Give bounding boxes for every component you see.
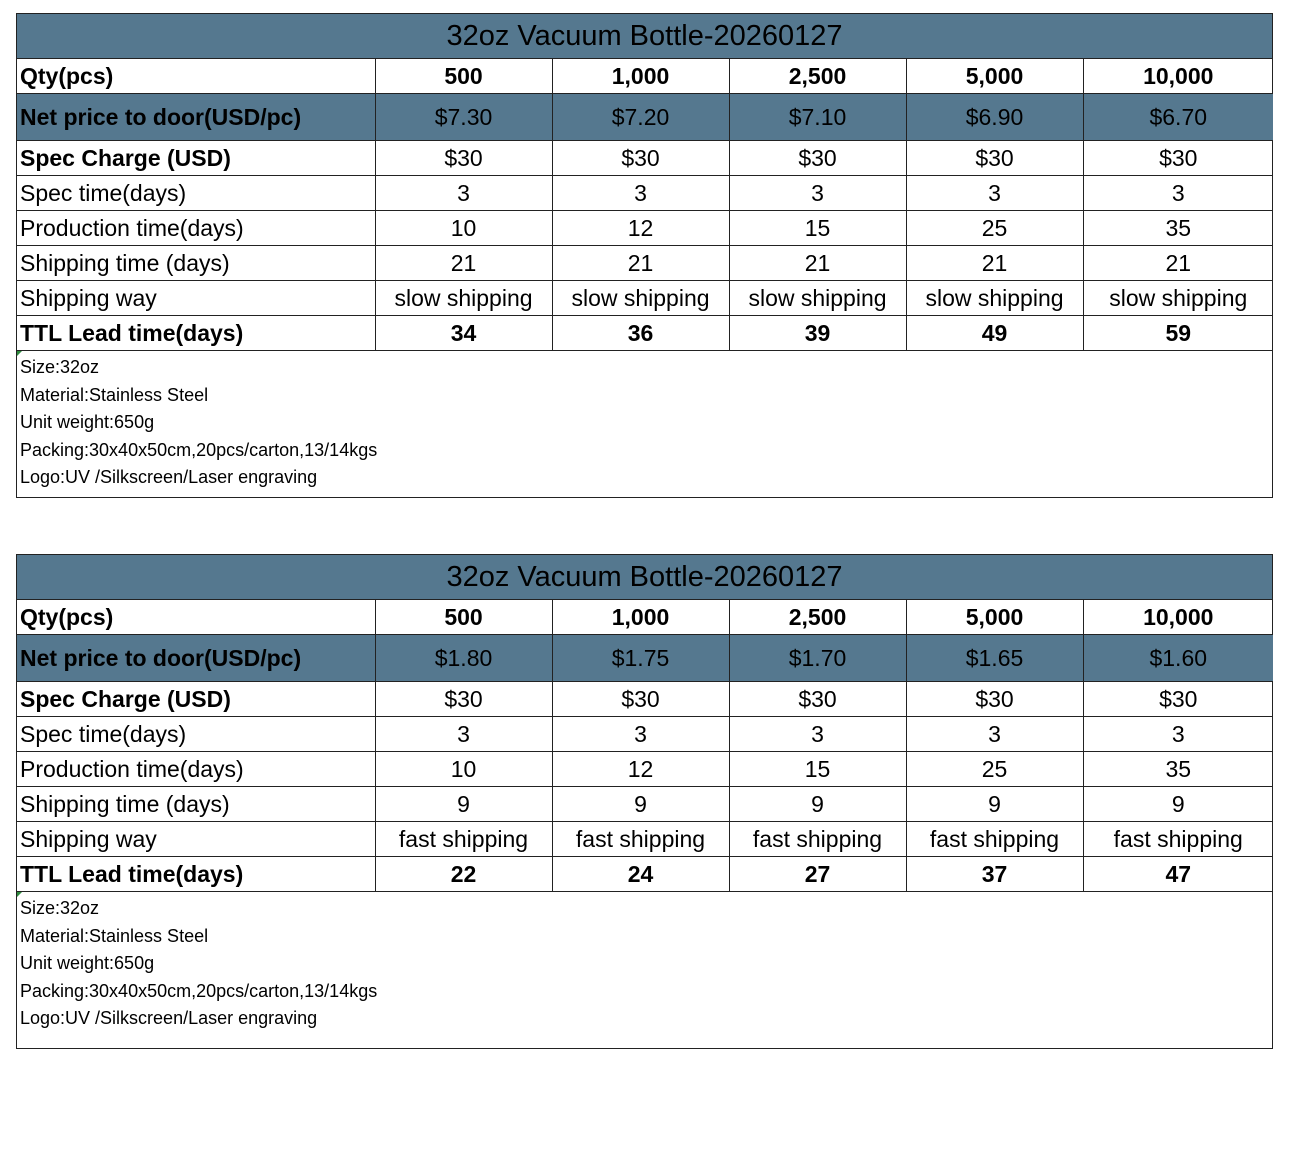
shipping-time-cell[interactable]: 21 (906, 246, 1083, 281)
net-price-row (17, 94, 1273, 141)
shipping-way-cell[interactable]: slow shipping (906, 281, 1083, 316)
net-price-cell[interactable]: $1.70 (729, 635, 906, 682)
spec-charge-cell[interactable]: $30 (1083, 682, 1273, 717)
spec-time-cell[interactable]: 3 (906, 176, 1083, 211)
price-table (17, 59, 1273, 351)
production-time-cell[interactable]: 35 (1083, 752, 1273, 787)
qty-label-cell[interactable]: Qty(pcs) (17, 59, 375, 94)
production-time-cell[interactable]: 10 (375, 752, 552, 787)
ttl-lead-time-cell[interactable]: 27 (729, 857, 906, 892)
net-price-cell[interactable]: $7.30 (375, 94, 552, 141)
qty-row (17, 600, 1273, 635)
ttl-lead-time-row (17, 857, 1273, 892)
production-time-label-cell[interactable]: Production time(days) (17, 752, 375, 787)
quote-sheet (16, 554, 1273, 1049)
note-material: Material:Stainless Steel (20, 384, 209, 405)
net-price-cell[interactable]: $1.60 (1083, 635, 1273, 682)
spec-charge-cell[interactable]: $30 (552, 141, 729, 176)
qty-cell[interactable]: 1,000 (552, 600, 729, 635)
shipping-time-row (17, 246, 1273, 281)
qty-cell[interactable]: 2,500 (729, 59, 906, 94)
shipping-time-cell[interactable]: 9 (729, 787, 906, 822)
spec-charge-row (17, 682, 1273, 717)
net-price-cell[interactable]: $7.20 (552, 94, 729, 141)
note-logo: Logo:UV /Silkscreen/Laser engraving (20, 1008, 318, 1029)
qty-cell[interactable]: 10,000 (1083, 600, 1273, 635)
spec-charge-cell[interactable]: $30 (552, 682, 729, 717)
note-unit-weight: Unit weight:650g (20, 953, 155, 974)
shipping-time-row (17, 787, 1273, 822)
sheet-title: 32oz Vacuum Bottle-20260127 (17, 14, 1272, 59)
qty-label-cell[interactable]: Qty(pcs) (17, 600, 375, 635)
shipping-time-cell[interactable]: 21 (375, 246, 552, 281)
shipping-way-cell[interactable]: slow shipping (375, 281, 552, 316)
ttl-lead-time-cell[interactable]: 24 (552, 857, 729, 892)
net-price-cell[interactable]: $1.80 (375, 635, 552, 682)
ttl-lead-time-row (17, 316, 1273, 351)
shipping-way-label-cell[interactable]: Shipping way (17, 822, 375, 857)
spec-charge-cell[interactable]: $30 (375, 141, 552, 176)
ttl-lead-time-cell[interactable]: 59 (1083, 316, 1273, 351)
shipping-time-cell[interactable]: 21 (552, 246, 729, 281)
qty-row (17, 59, 1273, 94)
net-price-cell[interactable]: $6.70 (1083, 94, 1273, 141)
ttl-lead-time-label-cell[interactable]: TTL Lead time(days) (17, 316, 375, 351)
production-time-cell[interactable]: 10 (375, 211, 552, 246)
shipping-time-cell[interactable]: 9 (1083, 787, 1273, 822)
production-time-cell[interactable]: 25 (906, 752, 1083, 787)
qty-cell[interactable]: 2,500 (729, 600, 906, 635)
ttl-lead-time-cell[interactable]: 37 (906, 857, 1083, 892)
spec-charge-label-cell[interactable]: Spec Charge (USD) (17, 141, 375, 176)
shipping-time-cell[interactable]: 21 (729, 246, 906, 281)
production-time-row (17, 752, 1273, 787)
spec-time-row (17, 717, 1273, 752)
note-size: Size:32oz (20, 357, 100, 377)
production-time-cell[interactable]: 12 (552, 752, 729, 787)
shipping-way-cell[interactable]: slow shipping (552, 281, 729, 316)
net-price-label-cell[interactable]: Net price to door(USD/pc) (17, 635, 375, 682)
net-price-cell[interactable]: $6.90 (906, 94, 1083, 141)
net-price-cell[interactable]: $1.75 (552, 635, 729, 682)
note-unit-weight: Unit weight:650g (20, 412, 155, 433)
net-price-row (17, 635, 1273, 682)
spec-charge-cell[interactable]: $30 (906, 141, 1083, 176)
production-time-row (17, 211, 1273, 246)
spec-time-label-cell[interactable]: Spec time(days) (17, 176, 375, 211)
spec-time-cell[interactable]: 3 (375, 176, 552, 211)
net-price-label-cell[interactable]: Net price to door(USD/pc) (17, 94, 375, 141)
net-price-cell[interactable]: $1.65 (906, 635, 1083, 682)
shipping-time-label-cell[interactable]: Shipping time (days) (17, 787, 375, 822)
note-size: Size:32oz (20, 898, 100, 918)
production-time-label-cell[interactable]: Production time(days) (17, 211, 375, 246)
shipping-way-cell[interactable]: fast shipping (729, 822, 906, 857)
price-table (17, 600, 1273, 892)
shipping-way-cell[interactable]: fast shipping (906, 822, 1083, 857)
spec-time-cell[interactable]: 3 (552, 717, 729, 752)
production-time-cell[interactable]: 25 (906, 211, 1083, 246)
spec-time-label-cell[interactable]: Spec time(days) (17, 717, 375, 752)
qty-cell[interactable]: 500 (375, 59, 552, 94)
spec-time-cell[interactable]: 3 (1083, 176, 1273, 211)
ttl-lead-time-label-cell[interactable]: TTL Lead time(days) (17, 857, 375, 892)
qty-cell[interactable]: 500 (375, 600, 552, 635)
spec-time-cell[interactable]: 3 (729, 717, 906, 752)
shipping-time-cell[interactable]: 9 (552, 787, 729, 822)
spec-charge-cell[interactable]: $30 (375, 682, 552, 717)
spec-charge-label-cell[interactable]: Spec Charge (USD) (17, 682, 375, 717)
shipping-way-cell[interactable]: slow shipping (729, 281, 906, 316)
note-packing: Packing:30x40x50cm,20pcs/carton,13/14kgs (20, 980, 378, 1001)
product-notes[interactable] (17, 892, 1272, 1049)
spec-time-cell[interactable]: 3 (552, 176, 729, 211)
spec-charge-cell[interactable]: $30 (729, 682, 906, 717)
production-time-cell[interactable]: 15 (729, 211, 906, 246)
production-time-cell[interactable]: 12 (552, 211, 729, 246)
spec-time-cell[interactable]: 3 (375, 717, 552, 752)
shipping-time-cell[interactable]: 9 (375, 787, 552, 822)
spec-time-cell[interactable]: 3 (729, 176, 906, 211)
cell-comment-marker (17, 351, 22, 356)
net-price-cell[interactable]: $7.10 (729, 94, 906, 141)
shipping-time-label-cell[interactable]: Shipping time (days) (17, 246, 375, 281)
spec-time-row (17, 176, 1273, 211)
quote-sheet (16, 13, 1273, 498)
product-notes[interactable] (17, 351, 1272, 498)
note-material: Material:Stainless Steel (20, 925, 209, 946)
note-logo: Logo:UV /Silkscreen/Laser engraving (20, 467, 318, 488)
qty-cell[interactable]: 1,000 (552, 59, 729, 94)
sheet-title: 32oz Vacuum Bottle-20260127 (17, 555, 1272, 600)
ttl-lead-time-cell[interactable]: 47 (1083, 857, 1273, 892)
qty-cell[interactable]: 5,000 (906, 59, 1083, 94)
qty-cell[interactable]: 10,000 (1083, 59, 1273, 94)
ttl-lead-time-cell[interactable]: 36 (552, 316, 729, 351)
spec-charge-cell[interactable]: $30 (729, 141, 906, 176)
cell-comment-marker (17, 892, 22, 897)
shipping-time-cell[interactable]: 9 (906, 787, 1083, 822)
shipping-way-row (17, 822, 1273, 857)
shipping-way-cell[interactable]: fast shipping (1083, 822, 1273, 857)
shipping-way-cell[interactable]: fast shipping (375, 822, 552, 857)
spec-charge-cell[interactable]: $30 (1083, 141, 1273, 176)
ttl-lead-time-cell[interactable]: 22 (375, 857, 552, 892)
shipping-time-cell[interactable]: 21 (1083, 246, 1273, 281)
spec-time-cell[interactable]: 3 (906, 717, 1083, 752)
production-time-cell[interactable]: 15 (729, 752, 906, 787)
shipping-way-label-cell[interactable]: Shipping way (17, 281, 375, 316)
shipping-way-cell[interactable]: fast shipping (552, 822, 729, 857)
ttl-lead-time-cell[interactable]: 49 (906, 316, 1083, 351)
note-packing: Packing:30x40x50cm,20pcs/carton,13/14kgs (20, 439, 378, 460)
ttl-lead-time-cell[interactable]: 39 (729, 316, 906, 351)
production-time-cell[interactable]: 35 (1083, 211, 1273, 246)
shipping-way-cell[interactable]: slow shipping (1083, 281, 1273, 316)
shipping-way-row (17, 281, 1273, 316)
spec-time-cell[interactable]: 3 (1083, 717, 1273, 752)
spec-charge-cell[interactable]: $30 (906, 682, 1083, 717)
spec-charge-row (17, 141, 1273, 176)
ttl-lead-time-cell[interactable]: 34 (375, 316, 552, 351)
qty-cell[interactable]: 5,000 (906, 600, 1083, 635)
